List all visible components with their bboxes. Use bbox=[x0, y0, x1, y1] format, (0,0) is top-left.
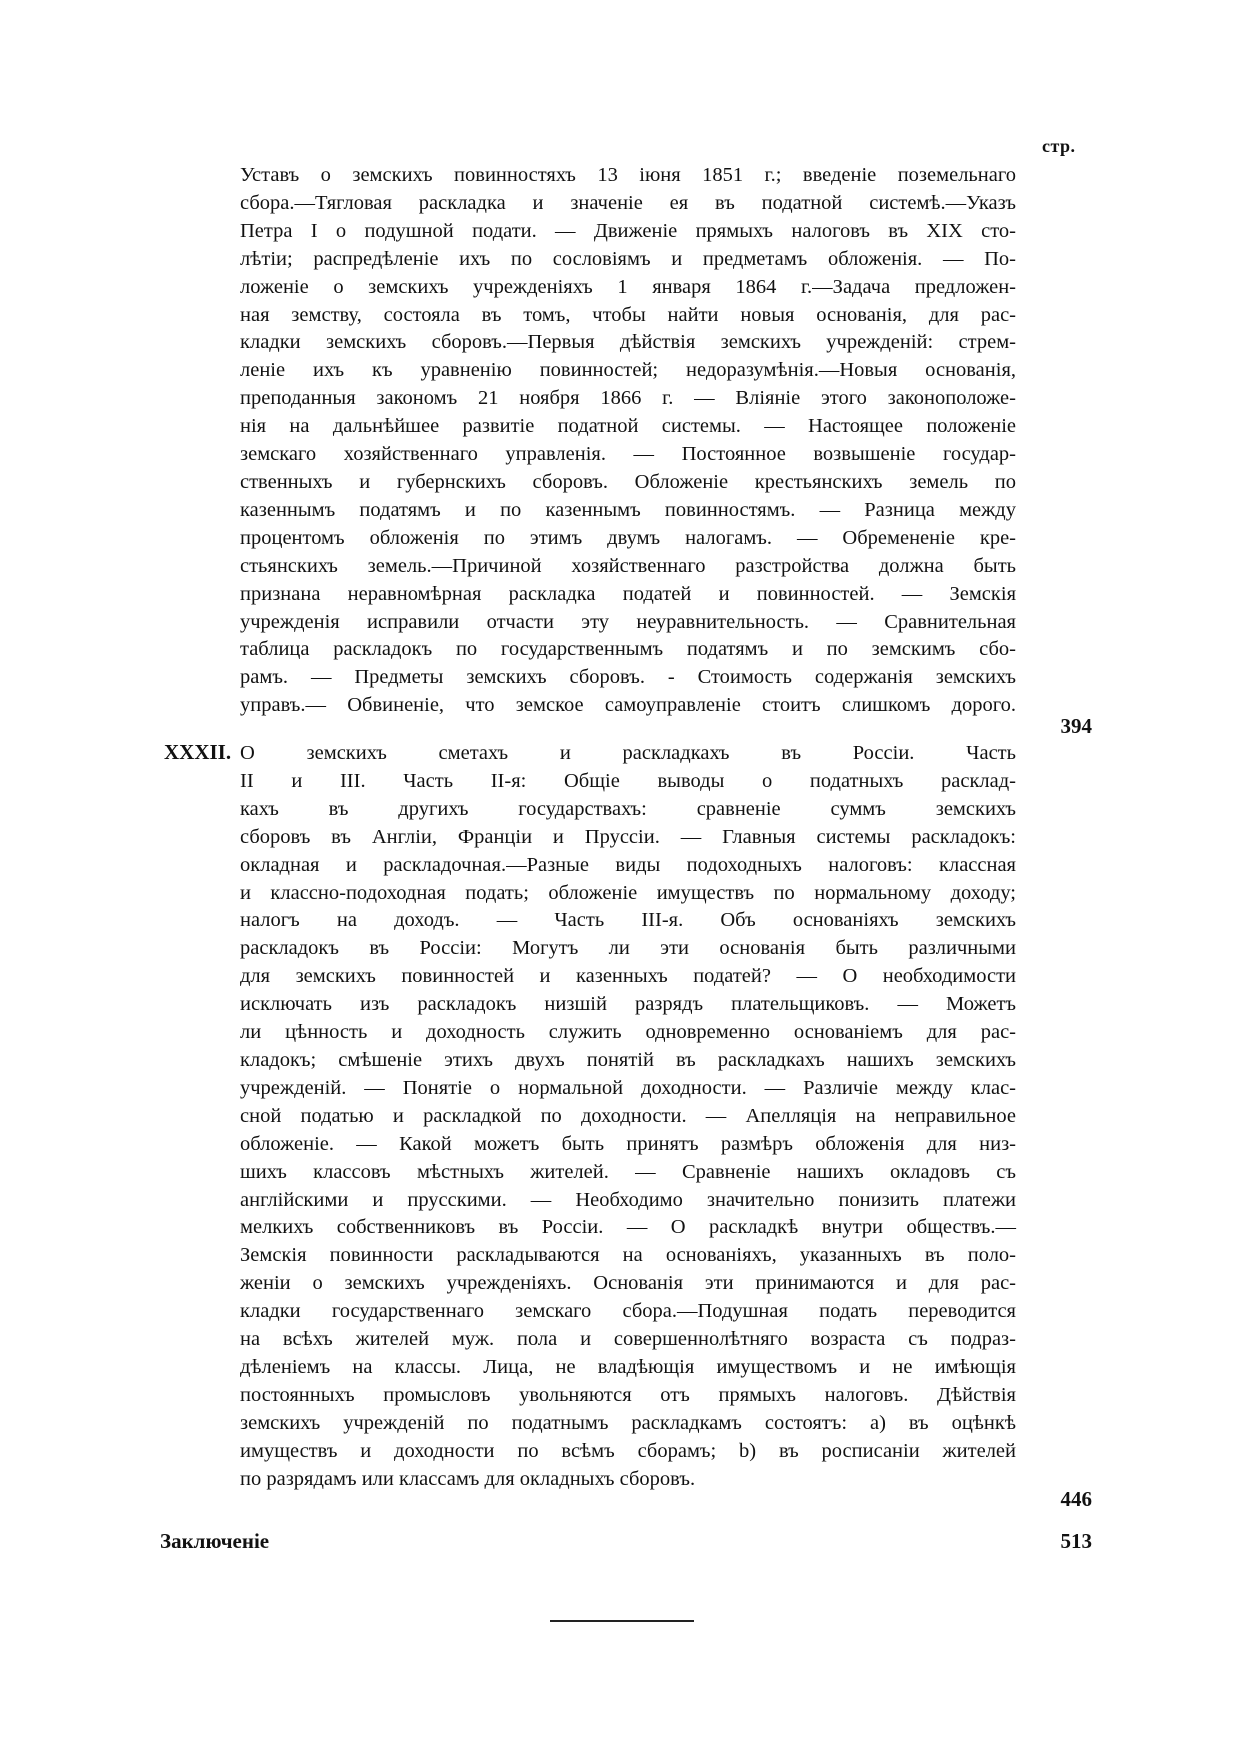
text-line: сной податью и раскладкой по доходности. — Апелляція на неправильное bbox=[240, 1104, 1016, 1127]
text-line: налогъ на доходъ. — Часть III-я. Объ основаніяхъ земскихъ bbox=[240, 909, 1016, 932]
text-line: и классно-подоходная подать; обложеніе имуществъ по нормальному доходу; bbox=[240, 881, 1016, 904]
text-line: признана неравномѣрная раскладка податей и повинностей. — Земскія bbox=[240, 582, 1016, 605]
page-number: 394 bbox=[1060, 714, 1092, 738]
text-line: казеннымъ податямъ и по казеннымъ повинностямъ. — Разница между bbox=[240, 498, 1016, 521]
text-line: кладки земскихъ сборовъ.—Первыя дѣйствія земскихъ учрежденій: стрем- bbox=[240, 331, 1016, 354]
text-line: окладная и раскладочная.—Разные виды подоходныхъ налоговъ: классная bbox=[240, 853, 1016, 876]
text-line: процентомъ обложенія по этимъ двумъ налогамъ. — Обремененіе кре- bbox=[240, 526, 1016, 549]
text-line: кладокъ; смѣшеніе этихъ двухъ понятій въ раскладкахъ нашихъ земскихъ bbox=[240, 1048, 1016, 1071]
toc-entry-summary bbox=[240, 740, 1016, 1493]
text-line: по разрядамъ или классамъ для окладныхъ сборовъ. bbox=[240, 1467, 696, 1490]
text-line: ли цѣнность и доходность служить одновременно основаніемъ для рас- bbox=[240, 1021, 1016, 1044]
text-line: кладки государственнаго земскаго сбора.—Подушная подать переводится bbox=[240, 1300, 1016, 1323]
text-line: Уставъ о земскихъ повинностяхъ 13 іюня 1851 г.; введеніе поземельнаго bbox=[240, 164, 1016, 186]
text-line: имуществъ и доходности по всѣмъ сборамъ; b) въ росписаніи жителей bbox=[240, 1439, 1016, 1462]
text-line: Петра I о подушной подати. — Движеніе прямыхъ налоговъ въ XIX сто- bbox=[240, 219, 1016, 242]
text-line: постоянныхъ промысловъ увольняются отъ прямыхъ налоговъ. Дѣйствія bbox=[240, 1383, 1016, 1406]
text-line: управъ.— Обвиненіе, что земское самоуправленіе стоитъ слишкомъ дорого. bbox=[240, 694, 1016, 717]
text-line: обложеніе. — Какой можетъ быть принятъ размѣръ обложенія для низ- bbox=[240, 1132, 1016, 1155]
text-line: Земскія повинности раскладываются на основаніяхъ, указанныхъ въ поло- bbox=[240, 1244, 1016, 1267]
text-line: нія на дальнѣйшее развитіе податной системы. — Настоящее положеніе bbox=[240, 415, 1016, 438]
text-line: рамъ. — Предметы земскихъ сборовъ. - Стоимость содержанія земскихъ bbox=[240, 666, 1016, 689]
text-line: земскаго хозяйственнаго управленія. — Постоянное возвышеніе государ- bbox=[240, 443, 1016, 466]
text-line: ственныхъ и губернскихъ сборовъ. Обложеніе крестьянскихъ земель по bbox=[240, 470, 1016, 493]
text-line: земскихъ учрежденій по податнымъ раскладкамъ состоятъ: а) въ оцѣнкѣ bbox=[240, 1411, 1016, 1434]
text-line: сборовъ въ Англіи, Франціи и Пруссіи. — Главныя системы раскладокъ: bbox=[240, 825, 1016, 848]
text-line: англійскими и прусскими. — Необходимо значительно понизить платежи bbox=[240, 1188, 1016, 1211]
chapter-title-line: О земскихъ сметахъ и раскладкахъ въ Россіи. Часть bbox=[240, 742, 1016, 764]
text-line: лѣтіи; распредѣленіе ихъ по сословіямъ и предметамъ обложенія. — По- bbox=[240, 247, 1016, 270]
text-line: таблица раскладокъ по государственнымъ податямъ и по земскимъ сбо- bbox=[240, 638, 1016, 661]
page-number: 446 bbox=[1060, 1487, 1092, 1511]
text-line: ная земству, состояла въ томъ, чтобы найти новыя основанія, для рас- bbox=[240, 303, 1016, 326]
text-line: учрежденія исправили отчасти эту неуравнительность. — Сравнительная bbox=[240, 610, 1016, 633]
text-line: шихъ классовъ мѣстныхъ жителей. — Сравненіе нашихъ окладовъ съ bbox=[240, 1160, 1016, 1183]
text-line: дѣленіемъ на классы. Лица, не владѣющія имуществомъ и не имѣющія bbox=[240, 1355, 1016, 1378]
text-line: мелкихъ собственниковъ въ Россіи. — О раскладкѣ внутри обществъ.— bbox=[240, 1216, 1016, 1239]
text-line: преподанныя закономъ 21 ноября 1866 г. — Вліяніе этого законоположе- bbox=[240, 387, 1016, 410]
text-line: раскладокъ въ Россіи: Могутъ ли эти основанія быть различными bbox=[240, 937, 1016, 960]
text-line: стьянскихъ земель.—Причиной хозяйственнаго разстройства должна быть bbox=[240, 554, 1016, 577]
end-rule bbox=[550, 1620, 694, 1622]
text-line: леніе ихъ къ уравненію повинностей; недоразумѣнія.—Новыя основанія, bbox=[240, 359, 1016, 382]
text-line: на всѣхъ жителей муж. пола и совершеннолѣтняго возраста съ подраз- bbox=[240, 1328, 1016, 1351]
chapter-number: XXXII. bbox=[164, 740, 232, 764]
conclusion-heading: Заключеніе bbox=[160, 1529, 270, 1553]
page-number: 513 bbox=[1060, 1529, 1092, 1553]
text-line: учрежденій. — Понятіе о нормальной доходности. — Различіе между клас- bbox=[240, 1076, 1016, 1099]
text-line: для земскихъ повинностей и казенныхъ податей? — О необходимости bbox=[240, 965, 1016, 988]
page-column-label: стр. bbox=[1042, 136, 1076, 156]
text-line: сбора.—Тягловая раскладка и значеніе ея въ податной системѣ.—Указъ bbox=[240, 191, 1016, 214]
text-line: кахъ въ другихъ государствахъ: сравненіе суммъ земскихъ bbox=[240, 797, 1016, 820]
text-line: женіи о земскихъ учрежденіяхъ. Основанія эти принимаются и для рас- bbox=[240, 1272, 1016, 1295]
text-line: ложеніе о земскихъ учрежденіяхъ 1 января 1864 г.—Задача предложен- bbox=[240, 275, 1016, 298]
text-line: II и III. Часть II-я: Общіе выводы о податныхъ расклад- bbox=[240, 769, 1016, 792]
text-line: исключать изъ раскладокъ низшій разрядъ плательщиковъ. — Можетъ bbox=[240, 993, 1016, 1016]
toc-entry-summary bbox=[240, 162, 1016, 720]
